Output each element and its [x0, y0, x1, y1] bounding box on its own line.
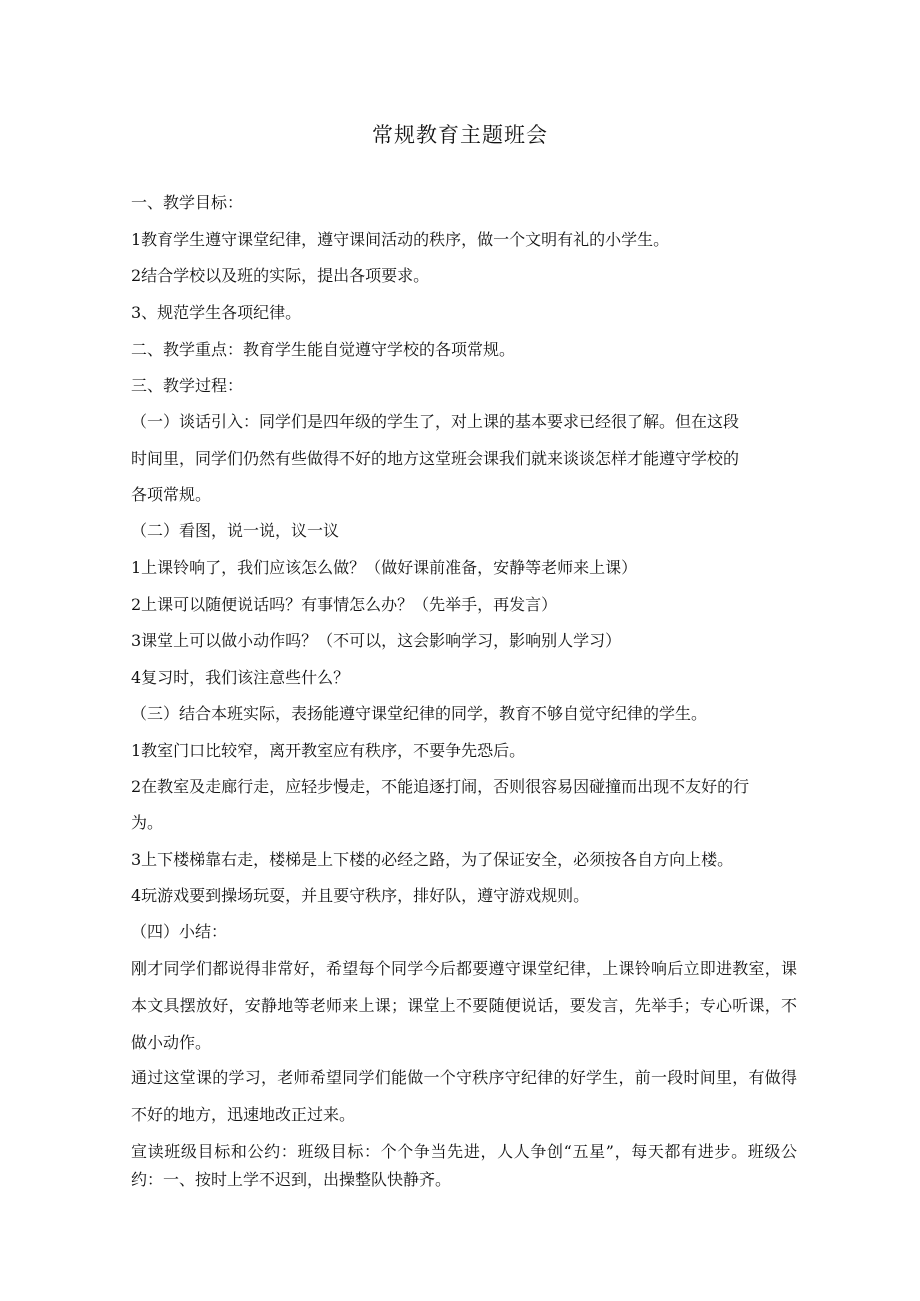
process-step-heading: （二）看图，说一说，议一议: [131, 521, 340, 540]
process-step-text: 各项常规。: [131, 485, 212, 504]
class-pledge-paragraph: 宣读班级目标和公约：班级目标：个个争当先进，人人争创“五星”，每天都有进步。班级公约：一、按时上学不迟到，出操整队快静齐。: [131, 1142, 797, 1189]
section-heading-process: 三、教学过程：: [131, 376, 244, 395]
rule-item: 1教室门口比较窄，离开教室应有秩序，不要争先恐后。: [131, 741, 526, 760]
discussion-item: 1上课铃响了，我们应该怎么做？（做好课前准备，安静等老师来上课）: [131, 558, 638, 577]
process-step-heading: （四）小结：: [131, 922, 228, 941]
rule-item: 3上下楼梯靠右走，楼梯是上下楼的必经之路，为了保证安全，必须按各自方向上楼。: [131, 850, 734, 869]
discussion-item: 2上课可以随便说话吗？有事情怎么办？（先举手，再发言）: [131, 595, 558, 614]
document-title: 常规教育主题班会: [372, 123, 548, 147]
objective-item: 2结合学校以及班的实际，提出各项要求。: [131, 266, 430, 285]
process-step-heading: （三）结合本班实际，表扬能遵守课堂纪律的同学，教育不够自觉守纪律的学生。: [131, 704, 708, 723]
objective-item: 3、规范学生各项纪律。: [131, 303, 302, 322]
section-heading-objectives: 一、教学目标：: [131, 193, 244, 212]
rule-item: 2在教室及走廊行走，应轻步慢走，不能追逐打闹，否则很容易因碰撞而出现不友好的行: [131, 777, 750, 796]
discussion-item: 4复习时，我们该注意些什么？: [131, 668, 350, 687]
summary-paragraph: 刚才同学们都说得非常好，希望每个同学今后都要遵守课堂纪律，上课铃响后立即进教室，课本文具摆放好，安静地等老师来上课；课堂上不要随便说话，要发言，先举手；专心听课，不做小动作。: [131, 959, 797, 1052]
rule-item: 为。: [131, 813, 164, 832]
objective-item: 1教育学生遵守课堂纪律，遵守课间活动的秩序，做一个文明有礼的小学生。: [131, 230, 670, 249]
expectation-paragraph: 通过这堂课的学习，老师希望同学们能做一个守秩序守纪律的好学生，前一段时间里，有做得不好的地方，迅速地改正过来。: [131, 1068, 797, 1124]
process-step-text: （一）谈话引入：同学们是四年级的学生了，对上课的基本要求已经很了解。但在这段: [131, 412, 740, 431]
discussion-item: 3课堂上可以做小动作吗？（不可以，这会影响学习，影响别人学习）: [131, 631, 622, 650]
process-step-text: 时间里，同学们仍然有些做得不好的地方这堂班会课我们就来谈谈怎样才能遵守学校的: [131, 449, 740, 468]
section-heading-key-points: 二、教学重点：教育学生能自觉遵守学校的各项常规。: [131, 340, 516, 359]
rule-item: 4玩游戏要到操场玩耍，并且要守秩序，排好队，遵守游戏规则。: [131, 886, 590, 905]
